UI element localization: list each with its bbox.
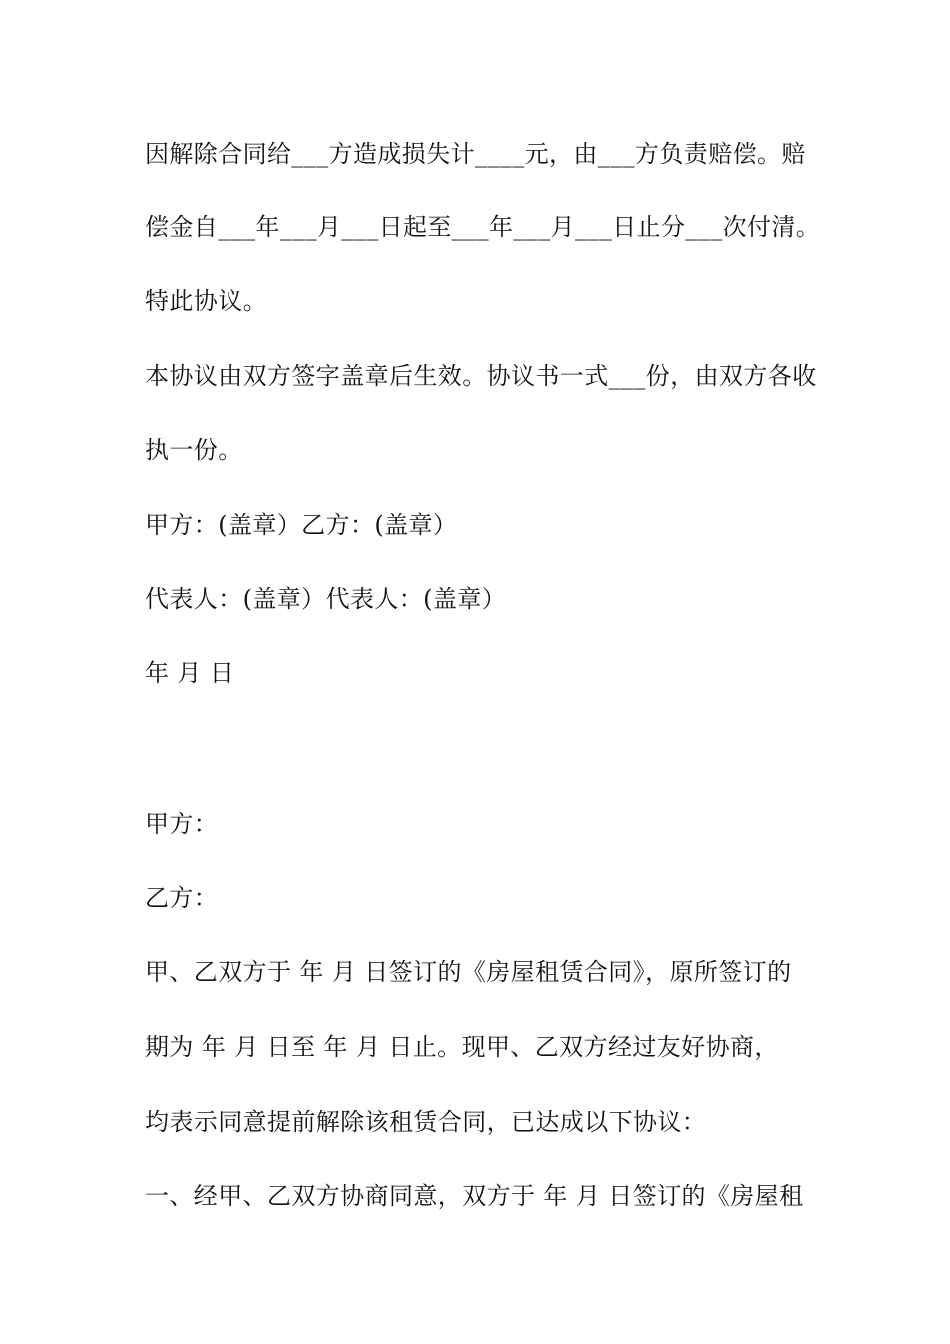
paragraph-line-3: 特此协议。	[145, 287, 267, 315]
signature-line-parties: 甲方：(盖章）乙方：(盖章）	[145, 511, 458, 539]
signature-line-representatives: 代表人：(盖章）代表人：(盖章）	[145, 585, 507, 613]
party-b-label: 乙方：	[145, 884, 219, 912]
date-line: 年 月 日	[145, 659, 235, 687]
paragraph-line-11: 甲、乙双方于 年 月 日签订的《房屋租赁合同》，原所签订的	[145, 958, 792, 986]
paragraph-line-4: 本协议由双方签字盖章后生效。协议书一式___份，由双方各收	[145, 362, 817, 390]
paragraph-line-1: 因解除合同给___方造成损失计____元，由___方负责赔偿。赔	[145, 140, 806, 168]
paragraph-line-13: 均表示同意提前解除该租赁合同，已达成以下协议：	[145, 1108, 707, 1136]
paragraph-line-5: 执一份。	[145, 436, 243, 464]
paragraph-line-12: 期为 年 月 日至 年 月 日止。现甲、乙双方经过友好协商，	[145, 1033, 779, 1061]
paragraph-line-2: 偿金自___年___月___日起至___年___月___日止分___次付清。	[145, 213, 821, 241]
paragraph-line-14: 一、经甲、乙双方协商同意，双方于 年 月 日签订的《房屋租	[145, 1182, 804, 1210]
party-a-label: 甲方：	[145, 810, 219, 838]
